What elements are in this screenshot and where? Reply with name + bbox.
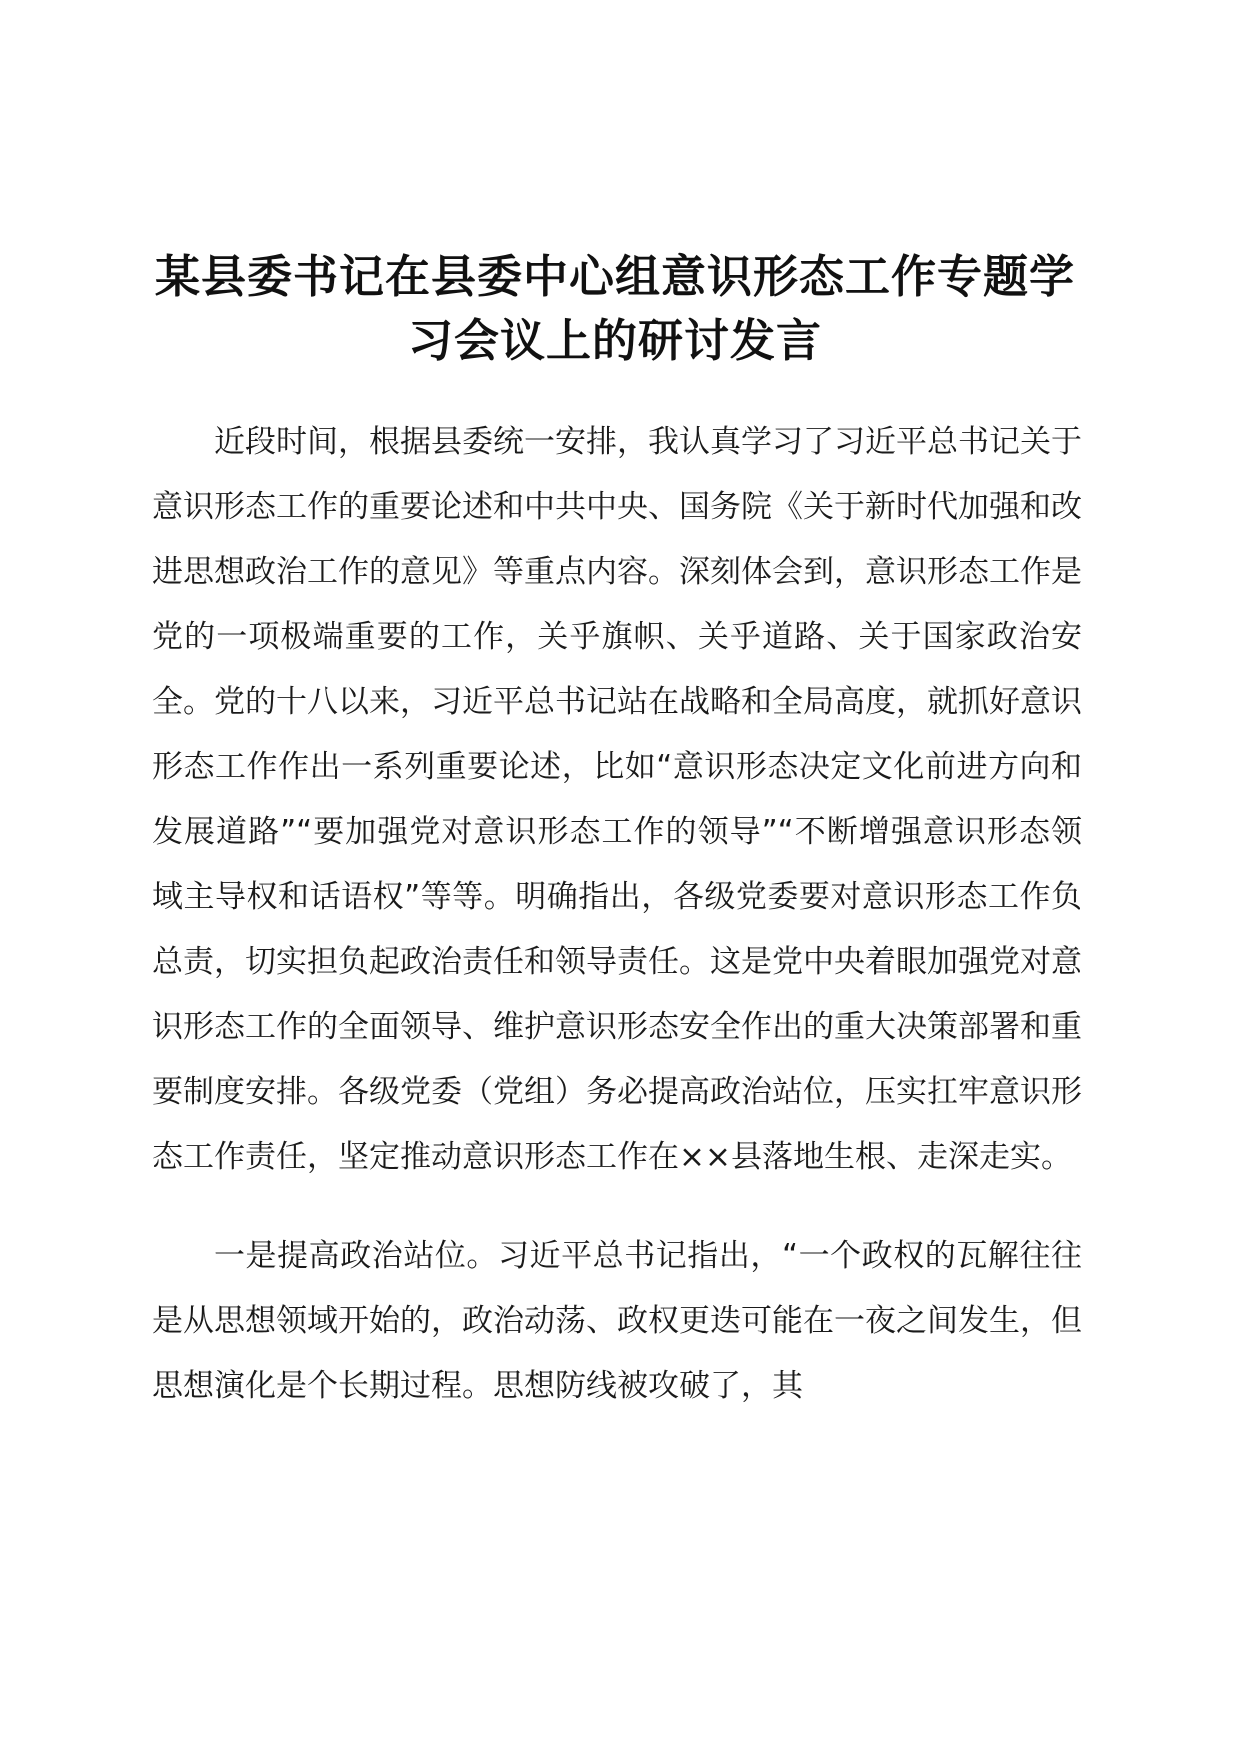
document-body [152, 410, 1082, 1453]
paragraph-intro: 近段时间，根据县委统一安排，我认真学习了习近平总书记关于意识形态工作的重要论述和中共中央、国务院《关于新时代加强和改进思想政治工作的意见》等重点内容。深刻体会到，意识形态工作是党的一项极端重要的工作，关乎旗帜、关乎道路、关于国家政治安全。党的十八以来，习近平总书记站在战略和全局高度，就抓好意识形态工作作出一系列重要论述，比如“意识形态决定文化前进方向和发展道路”“要加强党对意识形态工作的领导”“不断增强意识形态领域主导权和话语权”等等。明确指出，各级党委要对意识形态工作负总责，切实担负起政治责任和领导责任。这是党中央着眼加强党对意识形态工作的全面领导、维护意识形态安全作出的重大决策部署和重要制度安排。各级党委（党组）务必提高政治站位，压实扛牢意识形态工作责任，坚定推动意识形态工作在××县落地生根、走深走实。 [152, 424, 1082, 1175]
paragraph-point-one: 一是提高政治站位。习近平总书记指出，“一个政权的瓦解往往是从思想领域开始的，政治动荡、政权更迭可能在一夜之间发生，但思想演化是个长期过程。思想防线被攻破了，其 [152, 1238, 1082, 1404]
document-title: 某县委书记在县委中心组意识形态工作专题学习会议上的研讨发言 [154, 250, 1075, 367]
